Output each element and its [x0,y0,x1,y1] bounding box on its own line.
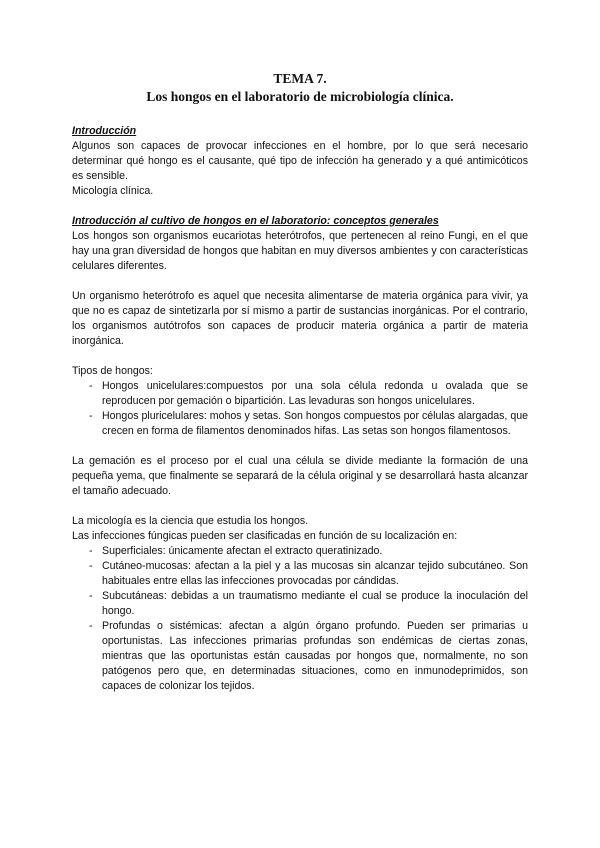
tipos-list [72,379,528,439]
dash-bullet: - [89,380,93,392]
intro-subline: Micología clínica. [72,185,154,197]
cultivo-paragraph-2: Un organismo heterótrofo es aquel que necesita alimentarse de materia orgánica para vivir, ya que no es capaz de sintetizarla por sí mismo a partir de sustancias inorgánicas. Por el contrario, los organismos autótrofos son capaces de producir materia orgánica a partir de materia inorgánica. [72,290,528,347]
dash-bullet: - [89,590,93,602]
document-page [72,70,528,694]
intro-heading: Introducción [72,125,137,137]
dash-bullet: - [89,560,93,572]
dash-bullet: - [89,620,93,632]
list-item: - Hongos pluricelulares: mohos y setas. Son hongos compuestos por células alargadas, que crecen en forma de filamentos denominados hifas. Las setas son hongos filamentosos. [89,410,528,437]
micologia-paragraph: La micología es la ciencia que estudia los hongos. [72,515,309,527]
title-main: TEMA 7. [273,71,327,86]
tipos-label: Tipos de hongos: [72,365,153,377]
cultivo-paragraph-1: Los hongos son organismos eucariotas heterótrofos, que pertenecen al reino Fungi, en el que hay una gran diversidad de hongos que habitan en muy diversos ambientes y con características celulares diferentes. [72,230,528,272]
dash-bullet: - [89,545,93,557]
title-sub: Los hongos en el laboratorio de microbiología clínica. [146,89,454,104]
list-item: - Profundas o sistémicas: afectan a algún órgano profundo. Pueden ser primarias u oportunistas. Las infecciones primarias profundas son endémicas de ciertas zonas, mientras que las oportunistas están causadas por hongos que, normalmente, no son patógenos pero que, en determinadas situaciones, como en inmunodeprimidos, son capaces de colonizar los tejidos. [89,620,528,692]
list-item: - Subcutáneas: debidas a un traumatismo mediante el cual se produce la inoculación del hongo. [89,590,528,617]
gemacion-paragraph: La gemación es el proceso por el cual una célula se divide mediante la formación de una pequeña yema, que finalmente se separará de la célula original y se desarrollará hasta alcanzar el tamaño adecuado. [72,455,528,497]
list-item: - Hongos unicelulares:compuestos por una sola célula redonda u ovalada que se reproducen por gemación o bipartición. Las levaduras son hongos unicelulares. [89,380,528,407]
infecciones-intro: Las infecciones fúngicas pueden ser clasificadas en función de su localización en: [72,530,458,542]
infecciones-list [72,544,528,694]
list-item: - Cutáneo-mucosas: afectan a la piel y a las mucosas sin alcanzar tejido subcutáneo. Son habituales entre ellas las infecciones provocadas por cándidas. [89,560,528,587]
list-item: - Superficiales: únicamente afectan el extracto queratinizado. [89,545,383,557]
cultivo-heading: Introducción al cultivo de hongos en el laboratorio: conceptos generales [72,215,439,227]
document-title [72,70,528,105]
intro-paragraph: Algunos son capaces de provocar infecciones en el hombre, por lo que será necesario determinar qué hongo es el causante, qué tipo de infección ha generado y a qué antimicóticos es sensible. [72,140,528,182]
dash-bullet: - [89,410,93,422]
